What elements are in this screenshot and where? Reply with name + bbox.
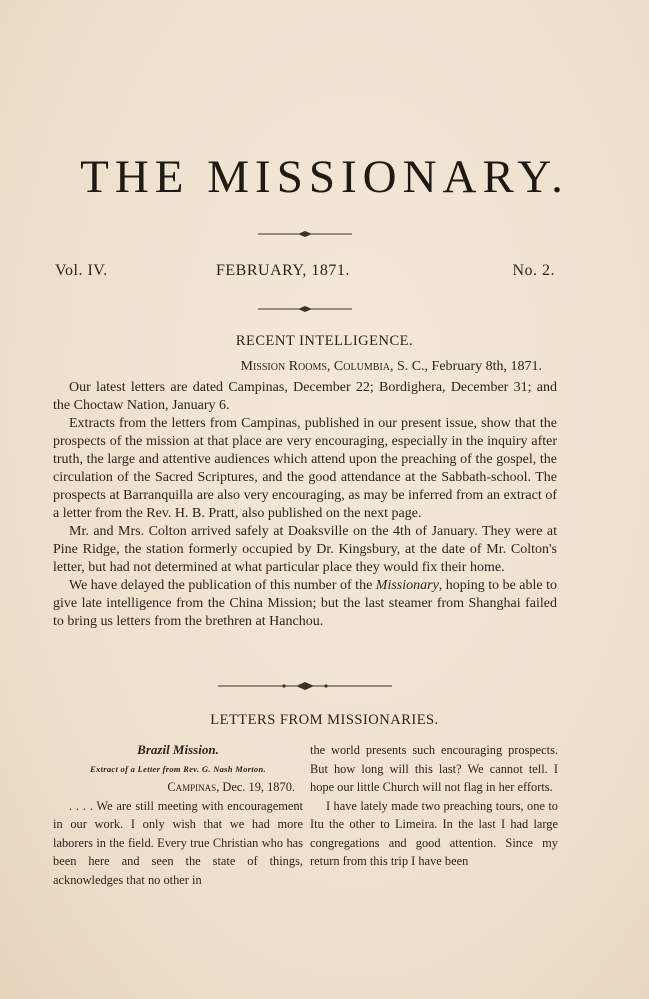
ornamental-rule-bottom (218, 681, 392, 691)
masthead-title: THE MISSIONARY. (80, 151, 569, 203)
recent-intelligence-body (53, 379, 557, 631)
mission-title: Brazil Mission. (137, 742, 219, 757)
volume-line (55, 262, 555, 282)
campinas-date: , Dec. 19, 1870. (216, 780, 295, 794)
column-right-para-2: I have lately made two preaching tours, one to Itu the other to Limeira. In the last I had large congregations and good attention. Since my return from this trip I have been (310, 798, 558, 868)
dateline-date: , S. C., February 8th, 1871. (389, 359, 542, 374)
column-right (310, 741, 558, 871)
paragraph-china-mission (53, 577, 557, 631)
paragraph-latest-letters: Our latest letters are dated Campinas, December 22; Bordighera, December 31; and the Choctaw Nation, January 6. (53, 380, 557, 413)
campinas-dateline (53, 778, 303, 797)
column-right-para-1: the world presents such encouraging prospects. But how long will this last? We cannot tell. I hope our little Church will not flag in her efforts. (310, 743, 558, 794)
extract-line: Extract of a Letter from Rev. G. Nash Morton. (90, 763, 266, 774)
ornamental-rule-middle (258, 304, 352, 314)
column-left (53, 741, 303, 889)
paragraph-campinas: Extracts from the letters from Campinas, published in our present issue, show that the prospects of the mission at that place are very encouraging, especially in the inquiry after truth, the large and attentive audiences which attend upon the preaching of the gospel, the circulation of the Sacred Scriptures, and the good attendance at the Sabbath-school. The prospects at Barranquilla are also very encouraging, as may be inferred from an extract of a letter from the Rev. H. B. Pratt, also published on the next page. (53, 416, 557, 521)
campinas-place: Campinas (167, 780, 217, 794)
paragraph-colton: Mr. and Mrs. Colton arrived safely at Doaksville on the 4th of January. They were at Pine Ridge, the station formerly occupied by Dr. Kingsbury, at the date of Mr. Colton's letter, but had not determined at what particular place they would fix their home. (53, 524, 557, 575)
issue-date: FEBRUARY, 1871. (216, 262, 350, 279)
text-segment: , hoping to be able to give late intelligence from the China Mission; but the last steamer from Shanghai failed to bring us letters from the brethren at Hanchou. (53, 578, 558, 629)
dateline (241, 359, 542, 375)
issue-number: No. 2. (512, 262, 555, 279)
text-segment: We have delayed the publication of this number of the (69, 578, 376, 593)
volume-label: Vol. IV. (55, 262, 108, 279)
dateline-place: Mission Rooms, Columbia (240, 359, 390, 374)
italic-title: Missionary (375, 578, 439, 593)
recent-intelligence-heading: RECENT INTELLIGENCE. (235, 333, 414, 349)
ornamental-rule-top (258, 229, 352, 239)
column-left-text: . . . . We are still meeting with encouragement in our work. I only wish that we had more laborers in the field. Every true Christian who has been here and seen the state of things, acknowledges that no other in (53, 798, 303, 887)
letters-heading: LETTERS FROM MISSIONARIES. (210, 712, 439, 728)
